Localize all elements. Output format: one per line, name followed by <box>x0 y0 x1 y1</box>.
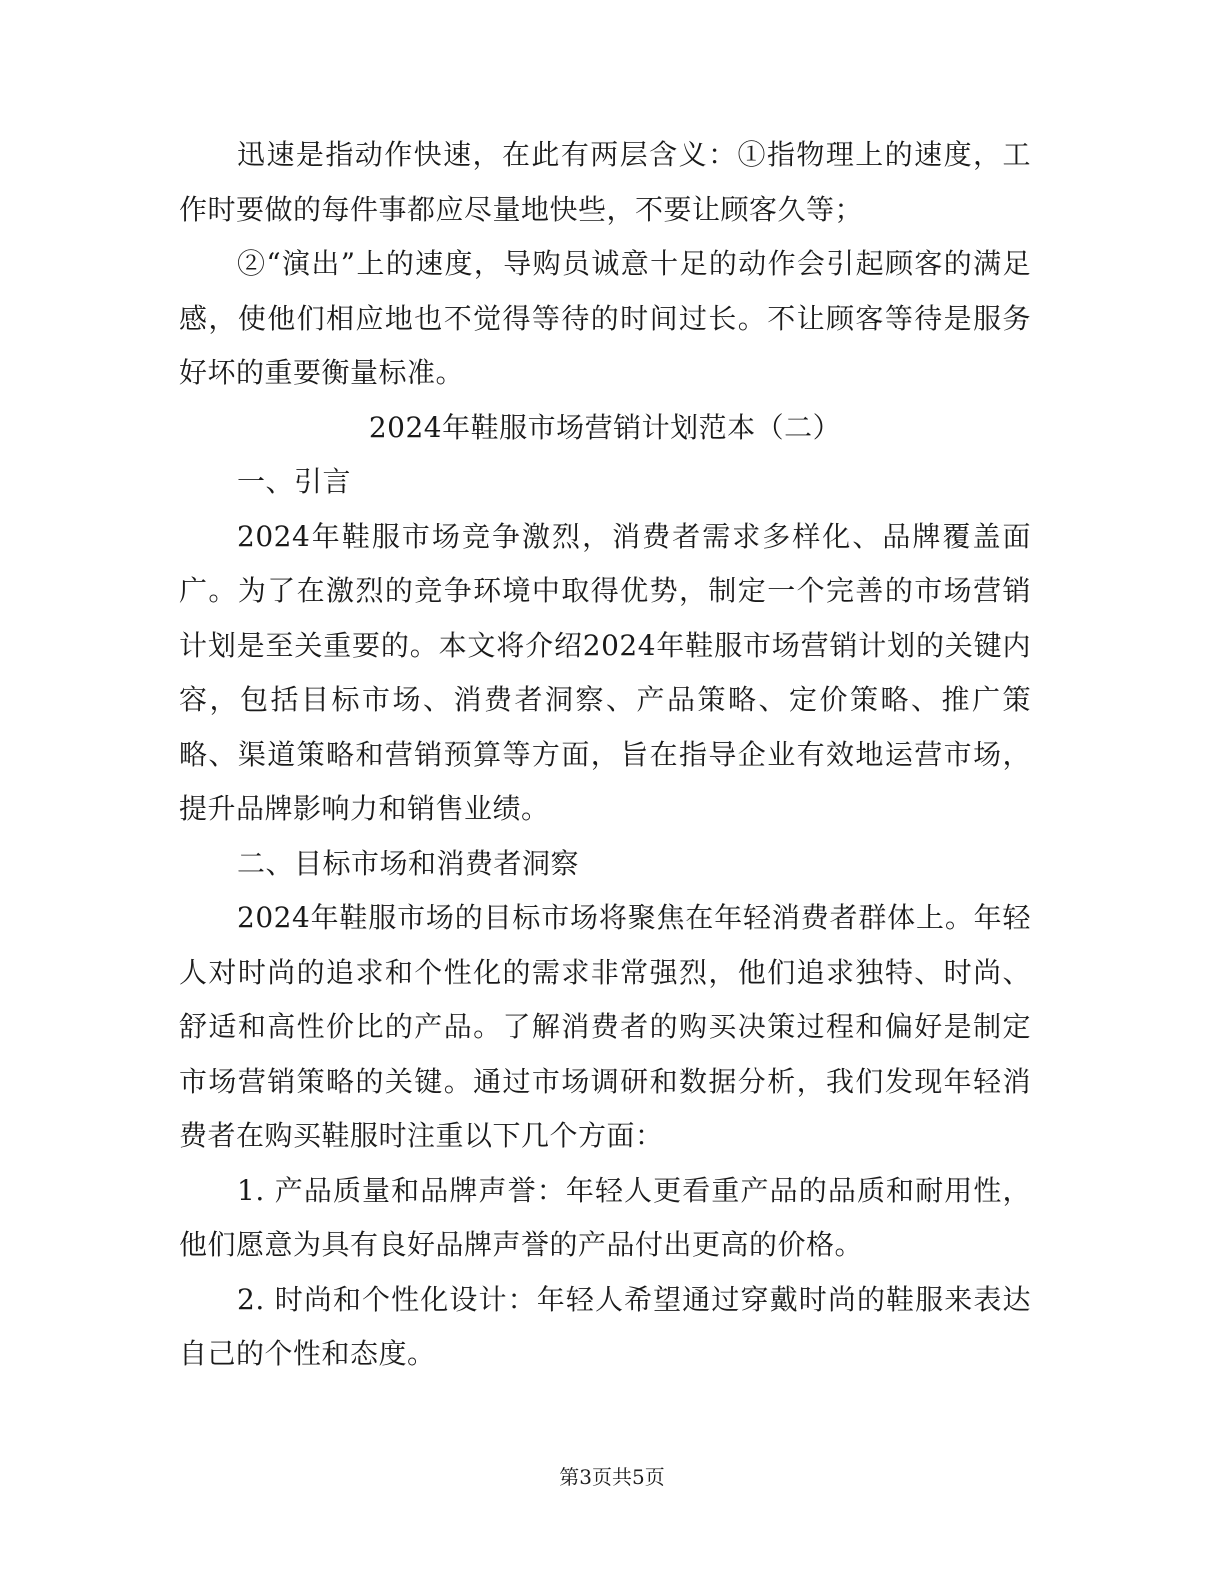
heading-target-market: 二、目标市场和消费者洞察 <box>237 846 580 880</box>
paragraph-speed-performance: ②“演出”上的速度，导购员诚意十足的动作会引起顾客的满足感，使他们相应地也不觉得等待的时间过长。不让顾客等待是服务好坏的重要衡量标准。 <box>179 247 1031 389</box>
list-item-fashion: 2. 时尚和个性化设计：年轻人希望通过穿戴时尚的鞋服来表达自己的个性和态度。 <box>179 1282 1031 1370</box>
paragraph-target-market: 2024年鞋服市场的目标市场将聚焦在年轻消费者群体上。年轻人对时尚的追求和个性化的需求非常强烈，他们追求独特、时尚、舒适和高性价比的产品。了解消费者的购买决策过程和偏好是制定市场营销策略的关键。通过市场调研和数据分析，我们发现年轻消费者在购买鞋服时注重以下几个方面： <box>179 901 1031 1152</box>
heading-introduction: 一、引言 <box>237 465 352 498</box>
page-footer: 第3页共5页 <box>559 1465 665 1489</box>
paragraph-introduction: 2024年鞋服市场竞争激烈，消费者需求多样化、品牌覆盖面广。为了在激烈的竞争环境中取得优势，制定一个完善的市场营销计划是至关重要的。本文将介绍2024年鞋服市场营销计划的关键内容，包括目标市场、消费者洞察、产品策略、定价策略、推广策略、渠道策略和营销预算等方面，旨在指导企业有效地运营市场，提升品牌影响力和销售业绩。 <box>179 519 1031 825</box>
paragraph-speed-physical: 迅速是指动作快速，在此有两层含义：①指物理上的速度，工作时要做的每件事都应尽量地快些，不要让顾客久等； <box>179 138 1031 226</box>
section-title: 2024年鞋服市场营销计划范本（二） <box>368 410 842 444</box>
document-body <box>179 128 1031 1382</box>
list-item-quality: 1. 产品质量和品牌声誉：年轻人更看重产品的品质和耐用性，他们愿意为具有良好品牌声誉的产品付出更高的价格。 <box>179 1173 1031 1261</box>
